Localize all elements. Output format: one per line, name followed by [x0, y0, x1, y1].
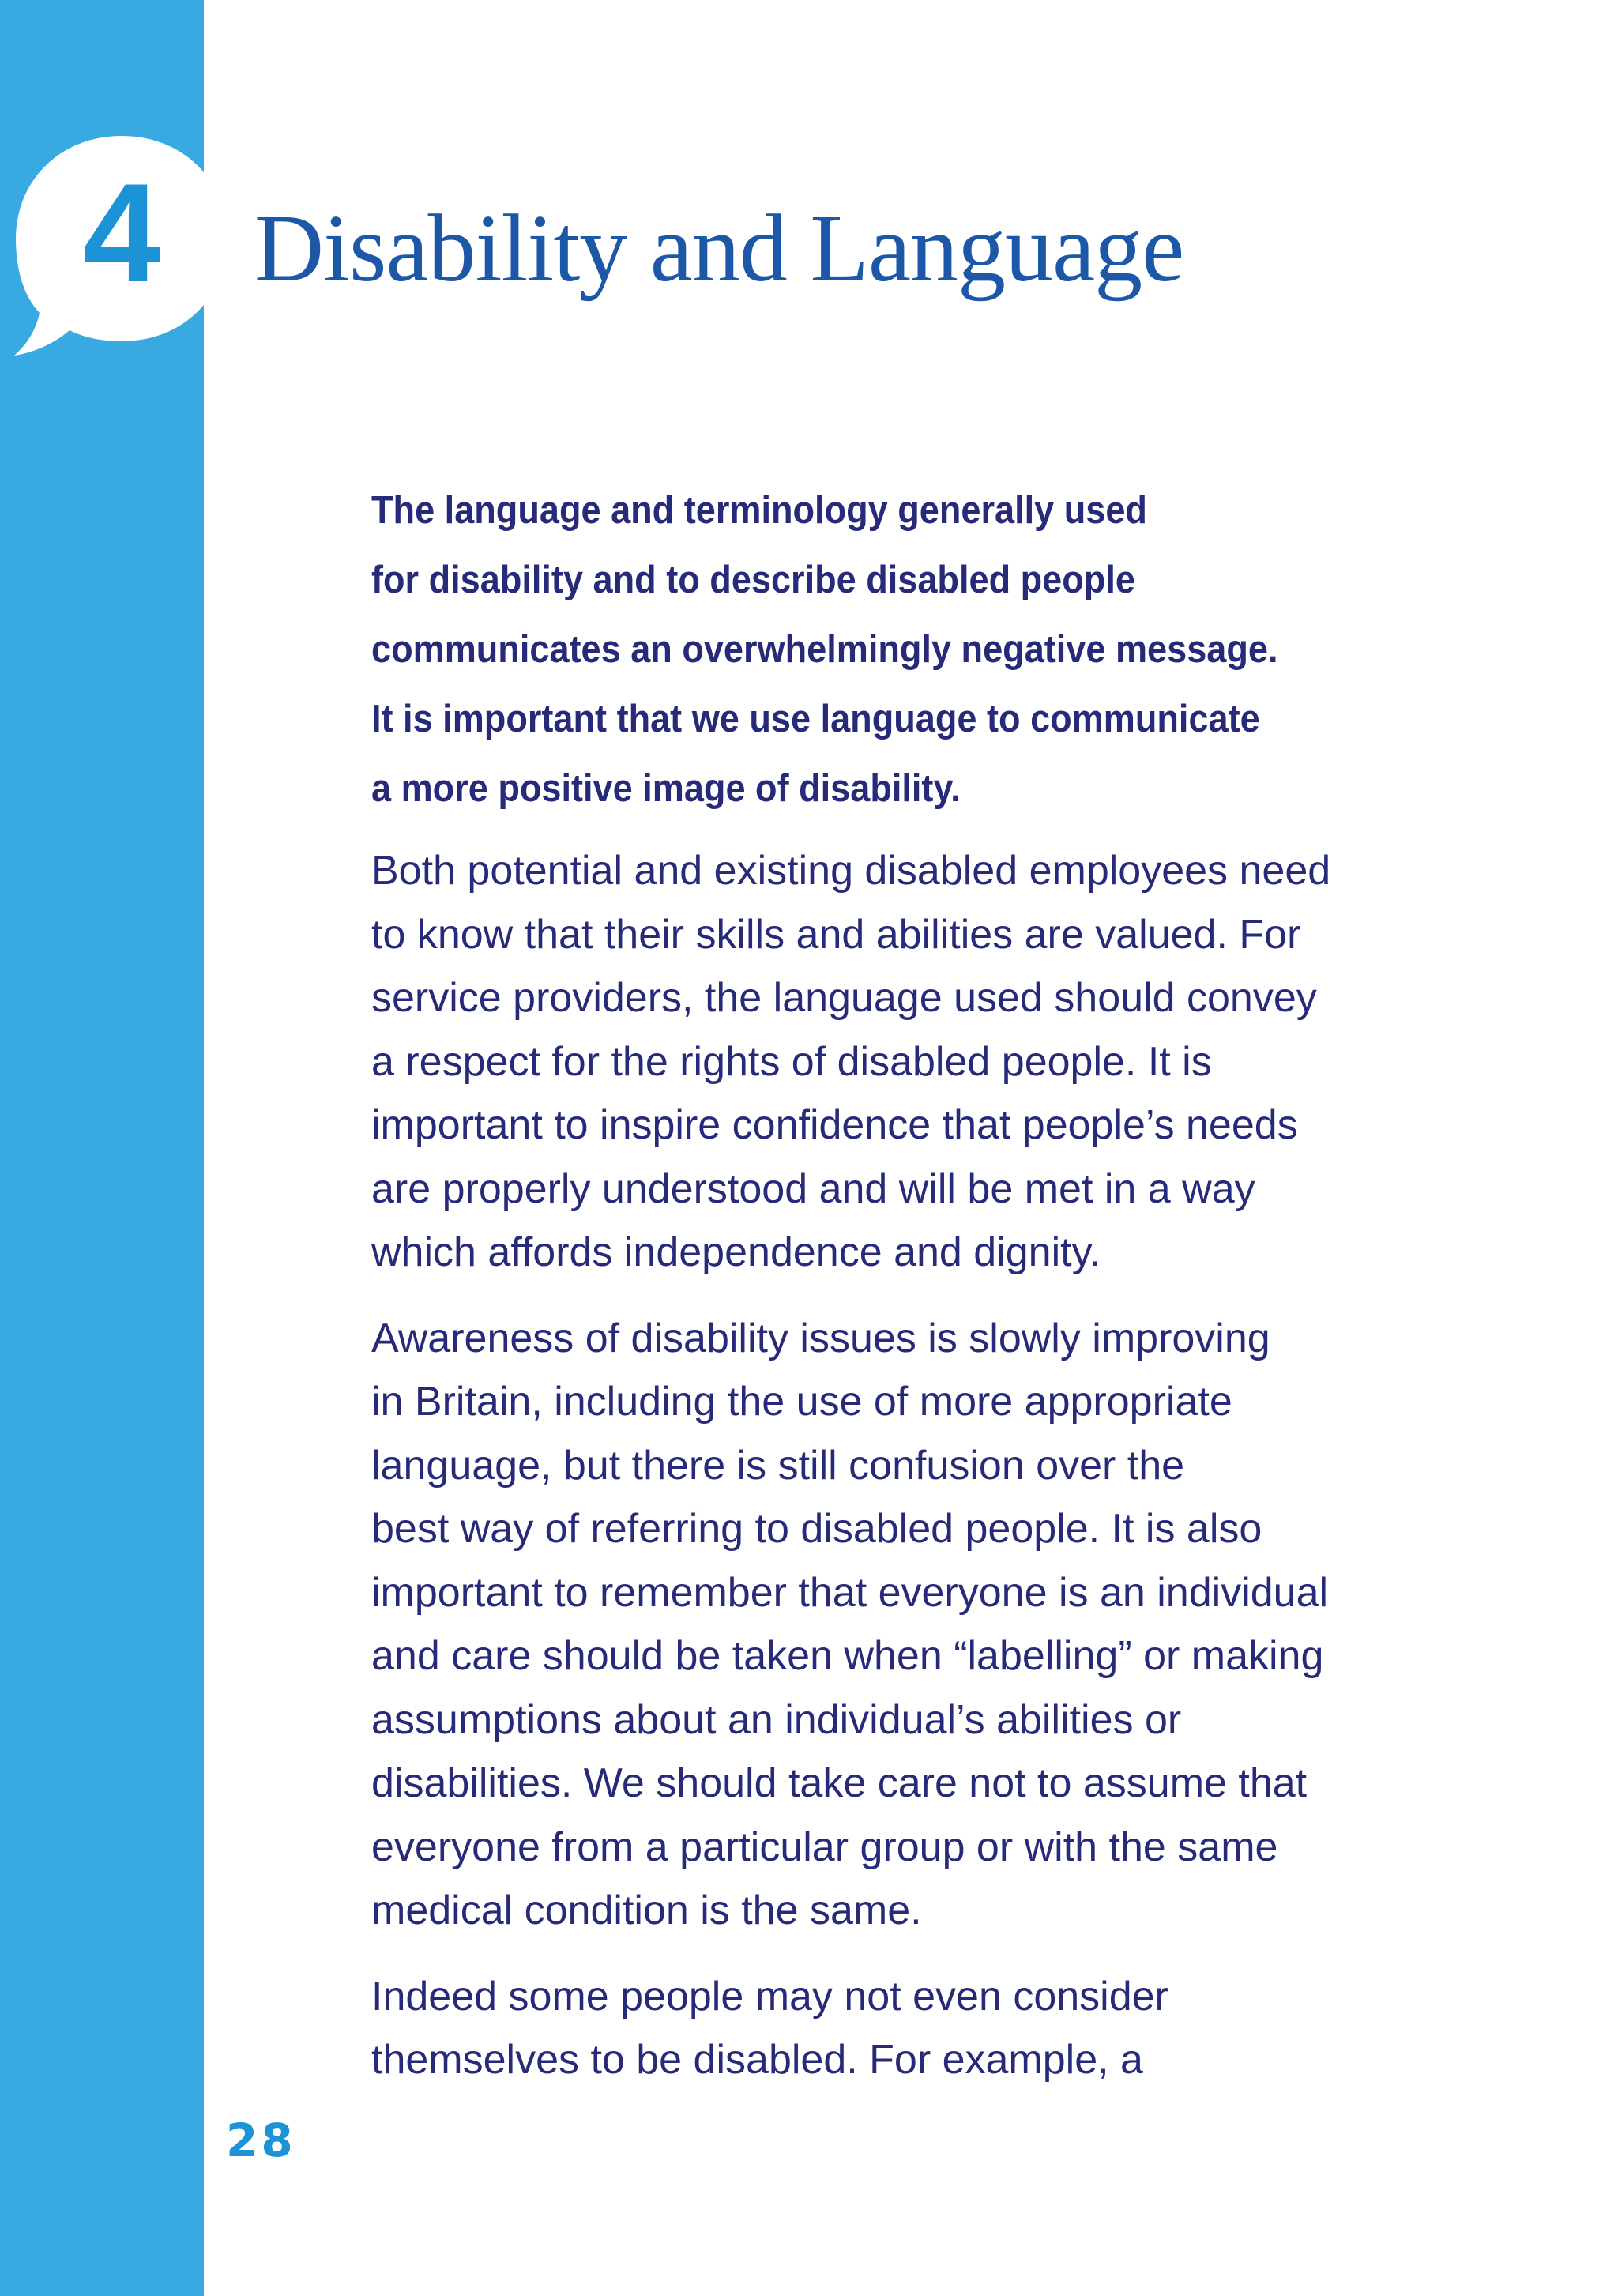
chapter-number: 4 — [82, 154, 161, 311]
paragraph-not-disabled: Indeed some people may not even consider themselves to be disabled. For example, a — [371, 1973, 1168, 2083]
paragraph-skills-valued: Both potential and existing disabled employees need to know that their skills and abilities are valued. For service providers, the language used should convey a respect for the rights of disabled people. It is important to inspire confidence that people’s needs are properly understood and will be met in a way which affords independence and dignity. — [371, 848, 1331, 1275]
paragraph-awareness: Awareness of disability issues is slowly improving in Britain, including the use of more appropriate language, but there is still confusion over the best way of referring to disabled people. It is also important to remember that everyone is an individual and care should be taken when “labelling” or making assumptions about an individual’s abilities or disabilities. We should take care not to assume that everyone from a particular group or with the same medical condition is the same. — [371, 1315, 1329, 1933]
intro-paragraph: The language and terminology generally used for disability and to describe disabled people communicates an overwhelmingly negative message. It is important that we use language to communicate a more positive image of disability. — [371, 489, 1278, 810]
page-title: Disability and Language — [254, 195, 1184, 302]
chapter-badge — [9, 134, 207, 363]
body-content — [371, 476, 1430, 2114]
page-number: 28 — [226, 2113, 296, 2167]
